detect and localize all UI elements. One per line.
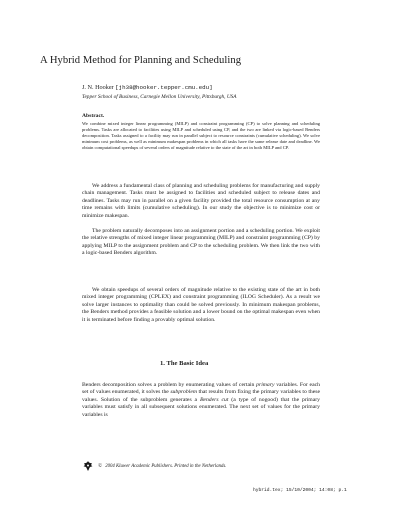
- paper-title: A Hybrid Method for Planning and Scheduling: [40, 55, 242, 66]
- para4-text-g: (a type of nogood) that the primary variables must satisfy in all subsequent solutions enumerated. The next set of values for the primary variables is: [82, 396, 320, 418]
- abstract-heading: Abstract.: [82, 113, 105, 119]
- body-paragraph-1: We address a fundamental class of planning and scheduling problems for manufacturing and supply chain management. Tasks must be assigned to facilities and scheduled subject to release dates and deadlines. Tasks may run in parallel on a given facility provided the total resource consumption at any time remains with limits (cumulative scheduling). In our study the objective is to minimize cost or minimize makespan.: [82, 183, 320, 219]
- para4-text-c: variables. For each set of values enumerated, it solves the: [82, 382, 320, 396]
- author-line: [82, 84, 213, 91]
- copyright-text: 2004 Kluwer Academic Publishers. Printed in the Netherlands.: [105, 463, 227, 469]
- para4-term-primary: primary: [256, 382, 275, 388]
- section-heading: 1. The Basic Idea: [160, 360, 209, 367]
- body-paragraph-4: [82, 382, 320, 419]
- para4-term-subproblem: subproblem: [170, 389, 197, 396]
- page-footer-id: hybrid.tex; 15/10/2004; 14:08; p.1: [253, 488, 347, 493]
- copyright-symbol: ©: [98, 463, 103, 469]
- author-email: [jh38@hooker.tepper.cmu.edu]: [115, 84, 213, 91]
- author-affiliation: Tepper School of Business, Carnegie Mellon University, Pittsburgh, USA: [82, 94, 237, 100]
- abstract-text: We combine mixed integer linear programming (MILP) and constraint programming (CP) to solve planning and scheduling problems. Tasks are allocated to facilities using MILP and scheduled using CP, and the two are linked via logic-based Benders decomposition. Tasks assigned to a facility may run in parallel subject to resource constraints (cumulative scheduling). We solve minimum cost problems, as well as minimum makespan problems in which all tasks have the same release date and deadline. We obtain computational speedups of several orders of magnitude relative to the state of the art in both MILP and CP.: [82, 121, 320, 151]
- author-name: J. N. Hooker: [82, 84, 114, 91]
- kluwer-logo-icon: [82, 460, 94, 472]
- body-paragraph-2: The problem naturally decomposes into an assignment portion and a scheduling portion. We exploit the relative strengths of mixed integer linear programming (MILP) and constraint programming (CP) by applying MILP to the assignment problem and CP to the scheduling problem. We then link the two with a logic-based Benders algorithm.: [82, 228, 320, 257]
- para4-text-e: that results from fixing the primary variables to these values. Solution of the subproblem generates a: [82, 389, 320, 403]
- para4-text-a: Benders decomposition solves a problem by enumerating values of certain: [82, 382, 257, 388]
- body-paragraph-3: We obtain speedups of several orders of magnitude relative to the existing state of the art in both mixed integer programming (CPLEX) and constraint programming (ILOG Scheduler). As a result we solve larger instances to optimality than could be solved previously. In minimum makespan problems, the Benders method provides a feasible solution and a lower bound on the optimal makespan even when it is terminated before finding a provably optimal solution.: [82, 287, 320, 323]
- copyright-line: [82, 460, 226, 472]
- para4-term-benders-cut: Benders cut: [199, 396, 229, 403]
